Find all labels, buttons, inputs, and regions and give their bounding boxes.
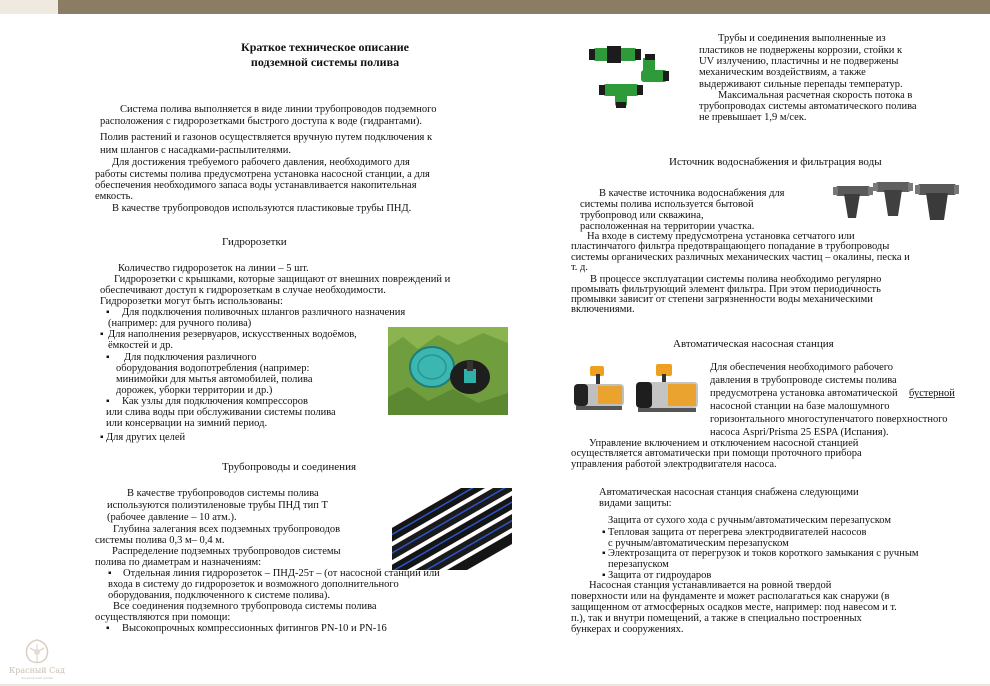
section-heading-hydrants: Гидророзетки xyxy=(222,236,287,248)
pipes-line: осуществляются при помощи: xyxy=(95,612,231,623)
logo-emblem-icon xyxy=(8,636,66,668)
fittings-line: выдерживают сильные перепады температур. xyxy=(699,79,903,90)
hydrant-photo xyxy=(388,327,508,415)
intro-line: В качестве трубопроводов используются пластиковые трубы ПНД. xyxy=(112,203,412,214)
fittings-line: UV излучению, пластичны и не подвержены xyxy=(699,56,899,67)
top-bar-light xyxy=(0,0,58,14)
hydrant-photo-drawing xyxy=(388,327,508,415)
intro-line: Система полива выполняется в виде линии трубопроводов подземного xyxy=(120,104,437,115)
bullet-icon: ▪ xyxy=(106,623,110,634)
protection-tail: Насосная станция устанавливается на ровной твердой xyxy=(589,580,832,591)
pump-line: осуществляется автоматически при помощи проточного прибора xyxy=(571,448,862,459)
intro-line: ним шлангов с насадками-распылителями. xyxy=(100,145,292,156)
source-line: включениями. xyxy=(571,304,635,315)
protection-item: Защита от сухого хода с ручным/автоматическим перезапуском xyxy=(608,515,891,526)
hydrant-line: Количество гидророзеток на линии – 5 шт. xyxy=(118,263,309,274)
hydrant-bullet: Для подключения поливочных шлангов различного назначения xyxy=(122,307,406,318)
protection-tail: п.), так и внутри помещений, а также в специально построенных xyxy=(571,613,862,624)
protection-tail: защищенном от атмосферных осадков месте, например: под навесом и т. xyxy=(571,602,897,613)
protection-tail: поверхности или на фундаменте и может располагаться как снаружи (в xyxy=(571,591,890,602)
protection-item: с ручным/автоматическим перезапуском xyxy=(608,538,789,549)
hydrant-line: Гидророзетки могут быть использованы: xyxy=(100,296,283,307)
source-line: промывать фильтрующий элемент фильтра. При этом периодичность xyxy=(571,284,881,295)
pump-line: насоса Aspri/Prisma 25 ESPA (Испания). xyxy=(710,427,889,438)
page-title xyxy=(200,40,450,70)
protection-heading: Автоматическая насосная станция снабжена следующими xyxy=(599,487,859,498)
title-line-1: Краткое техническое описание xyxy=(241,40,409,54)
source-line: В процессе эксплуатации системы полива необходимо регулярно xyxy=(590,274,882,285)
intro-line: Для достижения требуемого рабочего давления, необходимого для xyxy=(112,157,410,168)
bullet-icon: ▪ xyxy=(106,352,110,363)
pipes-drawing xyxy=(392,488,512,570)
intro-line: работы системы полива предусмотрена установка насосной станции, а для xyxy=(95,169,430,180)
fittings-line: трубопроводах системы автоматического полива xyxy=(699,101,917,112)
pipes-line: используются полиэтиленовые трубы ПНД тип Т xyxy=(107,500,328,511)
logo-subtext: ландшафтный дизайн xyxy=(20,676,54,680)
protection-tail: бункерах и сооружениях. xyxy=(571,624,684,635)
section-heading-source: Источник водоснабжения и фильтрация воды xyxy=(669,156,882,168)
source-line: расположенная на территории участка. xyxy=(580,221,755,232)
bullet-icon: ▪ xyxy=(106,396,110,407)
pipes-line: входа в систему до гидророзеток и возможного дополнительного xyxy=(108,579,399,590)
pump-line: Управление включением и отключением насосной станцией xyxy=(589,438,859,449)
hydrant-bullet: Для наполнения резервуаров, искусственных водоёмов, xyxy=(108,329,357,340)
top-bar xyxy=(0,0,990,14)
hydrant-bullet: дорожек, уборки территории и др.) xyxy=(116,385,273,396)
bullet-icon: ▪ xyxy=(602,570,606,581)
fittings-line: Максимальная расчетная скорость потока в xyxy=(718,90,913,101)
protection-heading: видами защиты: xyxy=(599,498,672,509)
hydrant-bullet: Для других целей xyxy=(106,432,186,443)
title-line-2: подземной системы полива xyxy=(250,55,400,69)
hydrant-bullet: или слива воды при обслуживании системы полива xyxy=(106,407,336,418)
pumps-drawing xyxy=(570,362,704,418)
pump-line-underlined: бустерной xyxy=(909,388,955,399)
source-line: пластинчатого фильтра предотвращающего попадание в трубопроводы xyxy=(571,241,890,252)
source-line: системы органических различных механических частиц – окалины, песка и xyxy=(571,252,910,263)
bullet-icon: ▪ xyxy=(602,527,606,538)
pipes-line: В качестве трубопроводов системы полива xyxy=(127,488,319,499)
bullet-icon: ▪ xyxy=(100,329,104,340)
hydrant-bullet: (например: для ручного полива) xyxy=(108,318,252,329)
hydrant-bullet: Как узлы для подключения компрессоров xyxy=(122,396,309,407)
intro-line: Полив растений и газонов осуществляется вручную путем подключения к xyxy=(100,132,433,143)
pipes-line: (рабочее давление – 10 атм.). xyxy=(107,512,237,523)
intro-line: расположения с гидророзетками быстрого доступа к воде (гидрантами). xyxy=(100,116,422,127)
source-line: На входе в систему предусмотрена установка сетчатого или xyxy=(587,231,855,242)
pipes-line: Глубина залегания всех подземных трубопроводов xyxy=(113,524,341,535)
hydrant-line: обеспечивают доступ к гидророзеткам в случае необходимости. xyxy=(100,285,386,296)
fittings-photo xyxy=(585,40,675,110)
source-line: т. д. xyxy=(571,262,589,273)
source-line: трубопровод или скважина, xyxy=(580,210,704,221)
protection-item: Защита от гидроударов xyxy=(608,570,712,581)
section-heading-pump: Автоматическая насосная станция xyxy=(673,338,834,350)
pipes-photo xyxy=(392,488,512,570)
fittings-drawing xyxy=(585,40,675,110)
bullet-icon: ▪ xyxy=(106,307,110,318)
pipes-line: системы полива 0,3 м– 0,4 м. xyxy=(95,535,225,546)
source-line: промывки зависит от степени загрязненности воды механическими xyxy=(571,294,873,305)
filters-drawing xyxy=(832,178,960,224)
pipes-line: Все соединения подземного трубопровода системы полива xyxy=(113,601,377,612)
protection-item: перезапуском xyxy=(608,559,669,570)
section-heading-pipes: Трубопроводы и соединения xyxy=(222,461,357,473)
hydrant-bullet: или консервации на зимний период. xyxy=(106,418,268,429)
pipes-line: Распределение подземных трубопроводов системы xyxy=(112,546,341,557)
pump-line: Для обеспечения необходимого рабочего xyxy=(710,362,894,373)
pump-line: давления в трубопроводе системы полива xyxy=(710,375,897,386)
pump-line: горизонтального многоступенчатого поверхностного xyxy=(710,414,948,425)
pump-line: предусмотрена установка автоматической xyxy=(710,388,898,399)
brand-logo xyxy=(8,636,66,682)
hydrant-bullet: ёмкостей и др. xyxy=(108,340,173,351)
intro-line: емкость. xyxy=(95,191,134,202)
hydrant-line: Гидророзетки с крышками, которые защищают от внешних повреждений и xyxy=(114,274,451,285)
pipes-line: оборудования, подключенного к системе полива). xyxy=(108,590,331,601)
pipes-line: полива по диаметрам и назначениям: xyxy=(95,557,262,568)
fittings-line: пластиков не подвержены коррозии, стойки к xyxy=(699,45,903,56)
fittings-line: механическим воздействиям, а также xyxy=(699,67,866,78)
protection-item: Электрозащита от перегрузок и токов короткого замыкания с ручным xyxy=(608,548,919,559)
bullet-icon: ▪ xyxy=(602,548,606,559)
intro-line: обеспечения необходимого запаса воды устанавливается накопительная xyxy=(95,180,417,191)
hydrant-bullet: Для подключения различного xyxy=(124,352,257,363)
bullet-icon: ▪ xyxy=(100,432,104,443)
pipes-line: Отдельная линия гидророзеток – ПНД-25т – (от насосной станции или xyxy=(123,568,440,579)
source-line: В качестве источника водоснабжения для xyxy=(599,188,785,199)
source-line: системы полива используется бытовой xyxy=(580,199,754,210)
hydrant-bullet: оборудования водопотребления (например: xyxy=(116,363,310,374)
pumps-photo xyxy=(570,362,704,418)
bullet-icon: ▪ xyxy=(108,568,112,579)
fittings-line: не превышает 1,9 м/сек. xyxy=(699,112,807,123)
fittings-line: Трубы и соединения выполненные из xyxy=(718,33,886,44)
protection-item: Тепловая защита от перегрева электродвигателей насосов xyxy=(608,527,867,538)
pipes-line: Высокопрочных компрессионных фитингов PN-10 и PN-16 xyxy=(122,623,387,634)
logo-text: Красный Сад xyxy=(9,666,65,675)
pump-line: насосной станции на базе малошумного xyxy=(710,401,890,412)
hydrant-bullet: минимойки для мытья автомобилей, полива xyxy=(116,374,313,385)
pump-line: управления работой электродвигателя насоса. xyxy=(571,459,777,470)
filters-photo xyxy=(832,178,960,224)
